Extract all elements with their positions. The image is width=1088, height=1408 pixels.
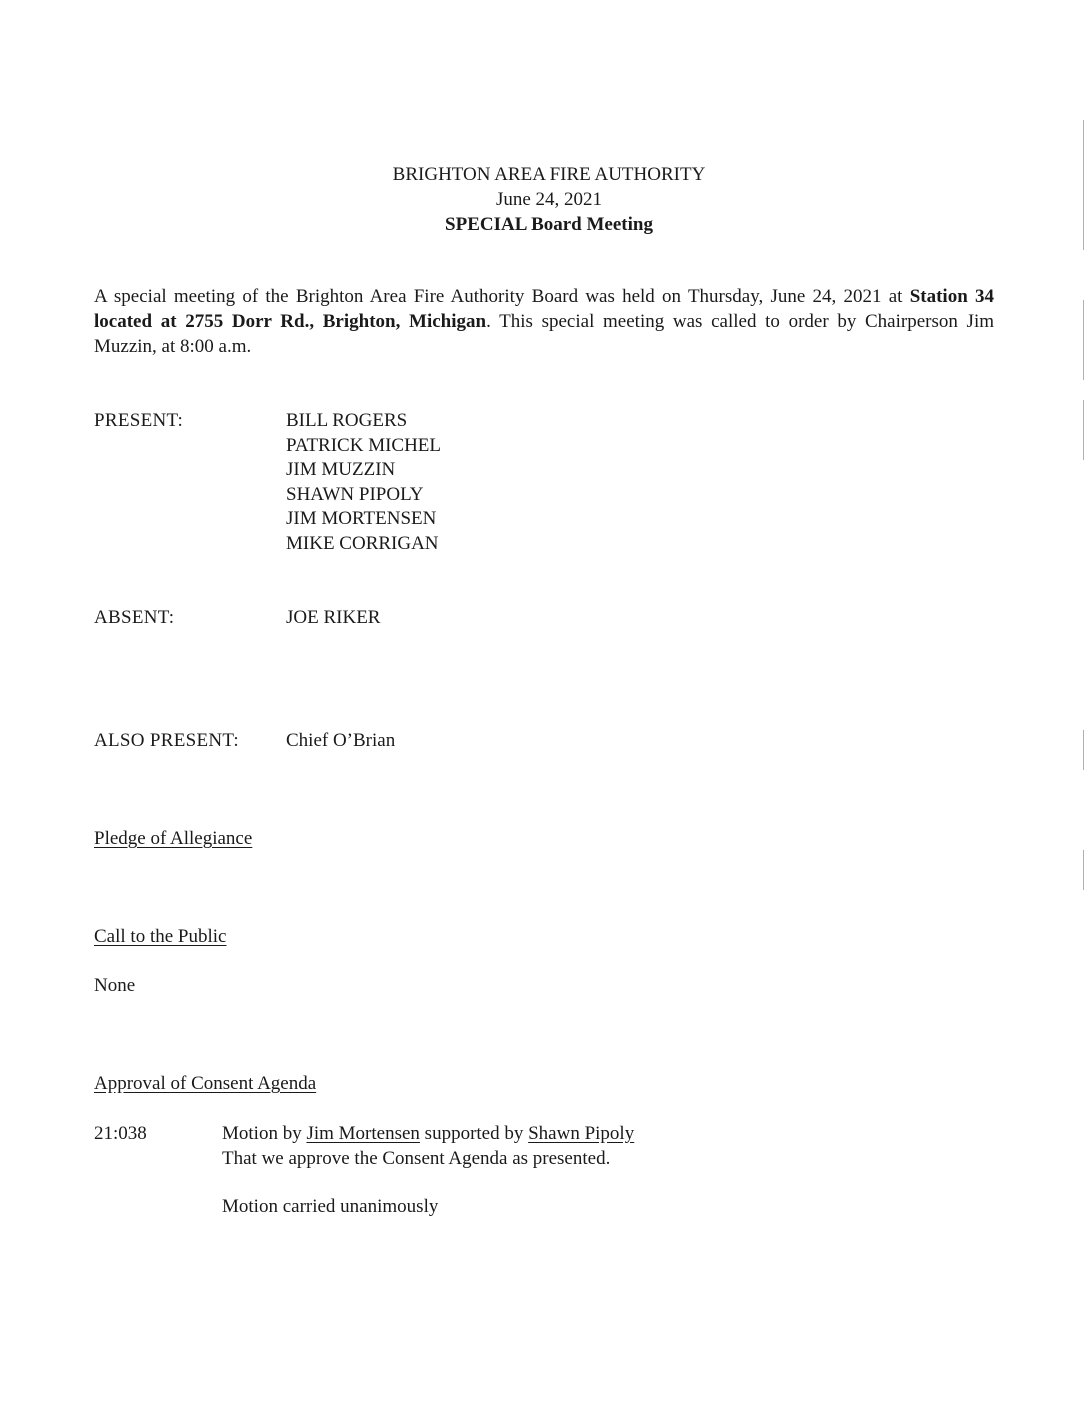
present-member: JIM MORTENSEN	[286, 508, 437, 530]
present-list	[286, 408, 441, 556]
absent-label: ABSENT:	[94, 607, 175, 628]
present-label: PRESENT:	[94, 410, 184, 431]
present-member: SHAWN PIPOLY	[286, 483, 424, 505]
motion-description: That we approve the Consent Agenda as presented.	[222, 1148, 611, 1169]
also-present-label: ALSO PRESENT:	[94, 730, 239, 751]
intro-text-end: . This special meeting was called to order by Chairperson Jim Muzzin, at 8:00 a.m.	[94, 311, 994, 357]
intro-paragraph	[94, 284, 994, 359]
supported-by-prefix: supported by	[419, 1123, 529, 1144]
meeting-location: Station 34 located at 2755 Dorr Rd., Brighton, Michigan	[94, 286, 995, 332]
intro-text-start: A special meeting of the Brighton Area Fire Authority Board was held on Thursday, June 24, 2021 at	[94, 286, 903, 307]
motion-mover: Jim Mortensen	[306, 1123, 420, 1144]
present-member: BILL ROGERS	[286, 410, 408, 431]
present-member: PATRICK MICHEL	[286, 434, 442, 456]
meeting-date: June 24, 2021	[495, 189, 603, 210]
pledge-heading: Pledge of Allegiance	[94, 828, 253, 849]
call-to-public-result: None	[94, 975, 136, 996]
scan-artifact	[1083, 120, 1084, 250]
organization-title: BRIGHTON AREA FIRE AUTHORITY	[392, 164, 706, 185]
call-to-public-heading: Call to the Public	[94, 926, 227, 947]
also-present-member: Chief O’Brian	[286, 730, 396, 751]
motion-line	[222, 1121, 634, 1146]
document-header	[0, 162, 1088, 237]
motion-result: Motion carried unanimously	[222, 1196, 439, 1217]
motion-by-prefix: Motion by	[222, 1123, 307, 1144]
present-member: MIKE CORRIGAN	[286, 532, 439, 554]
scan-artifact	[1083, 300, 1084, 380]
motion-number: 21:038	[94, 1123, 147, 1144]
scan-artifact	[1083, 400, 1084, 460]
motion-supporter: Shawn Pipoly	[528, 1123, 635, 1144]
scan-artifact	[1083, 850, 1084, 890]
scan-artifact	[1083, 730, 1084, 770]
absent-member: JOE RIKER	[286, 607, 381, 628]
consent-agenda-heading: Approval of Consent Agenda	[94, 1073, 317, 1094]
present-member: JIM MUZZIN	[286, 459, 396, 481]
meeting-type: SPECIAL Board Meeting	[445, 214, 653, 235]
